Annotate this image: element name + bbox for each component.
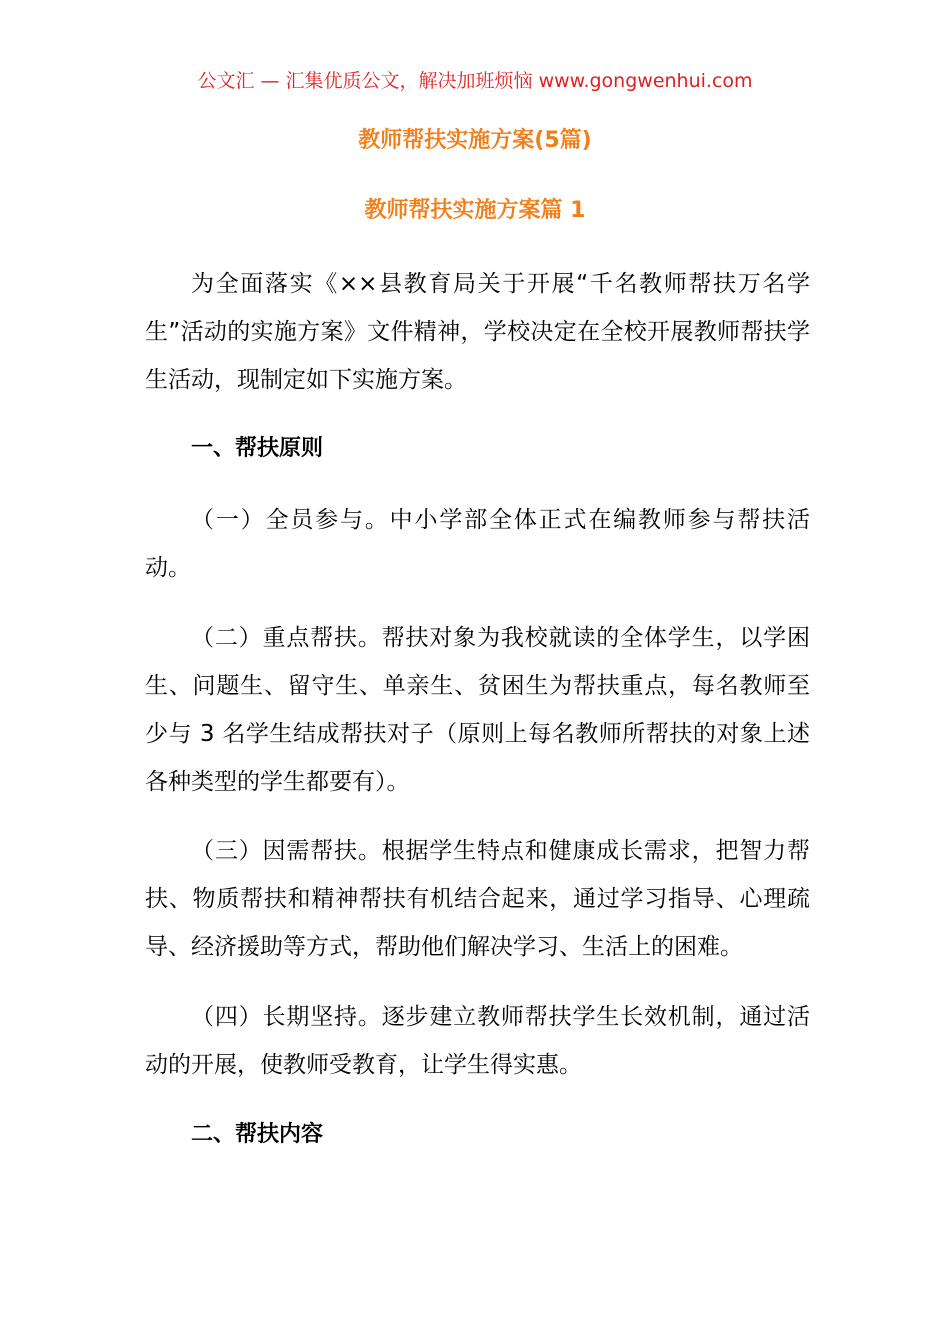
section-heading-content: 二、帮扶内容 (191, 1122, 324, 1147)
document-title: 教师帮扶实施方案(5篇) (358, 128, 592, 153)
section-heading-principles: 一、帮扶原则 (191, 436, 324, 461)
site-header-banner: 公文汇 — 汇集优质公文，解决加班烦恼 www.gongwenhui.com (197, 70, 753, 92)
intro-paragraph: 为全面落实《××县教育局关于开展“千名教师帮扶万名学生”活动的实施方案》文件精神，学校决定在全校开展教师帮扶学生活动，现制定如下实施方案。 (145, 271, 810, 393)
principle-item-1: （一）全员参与。中小学部全体正式在编教师参与帮扶活动。 (145, 507, 810, 581)
principle-item-3: （三）因需帮扶。根据学生特点和健康成长需求，把智力帮扶、物质帮扶和精神帮扶有机结合起来，通过学习指导、心理疏导、经济援助等方式，帮助他们解决学习、生活上的困难。 (145, 838, 810, 960)
principle-item-2: （二）重点帮扶。帮扶对象为我校就读的全体学生，以学困生、问题生、留守生、单亲生、贫困生为帮扶重点，每名教师至少与 3 名学生结成帮扶对子（原则上每名教师所帮扶的对象上述各种类型的学生都要有）。 (145, 625, 810, 795)
document-subtitle: 教师帮扶实施方案篇 1 (364, 198, 586, 223)
principle-item-4: （四）长期坚持。逐步建立教师帮扶学生长效机制，通过活动的开展，使教师受教育，让学生得实惠。 (145, 1004, 810, 1078)
